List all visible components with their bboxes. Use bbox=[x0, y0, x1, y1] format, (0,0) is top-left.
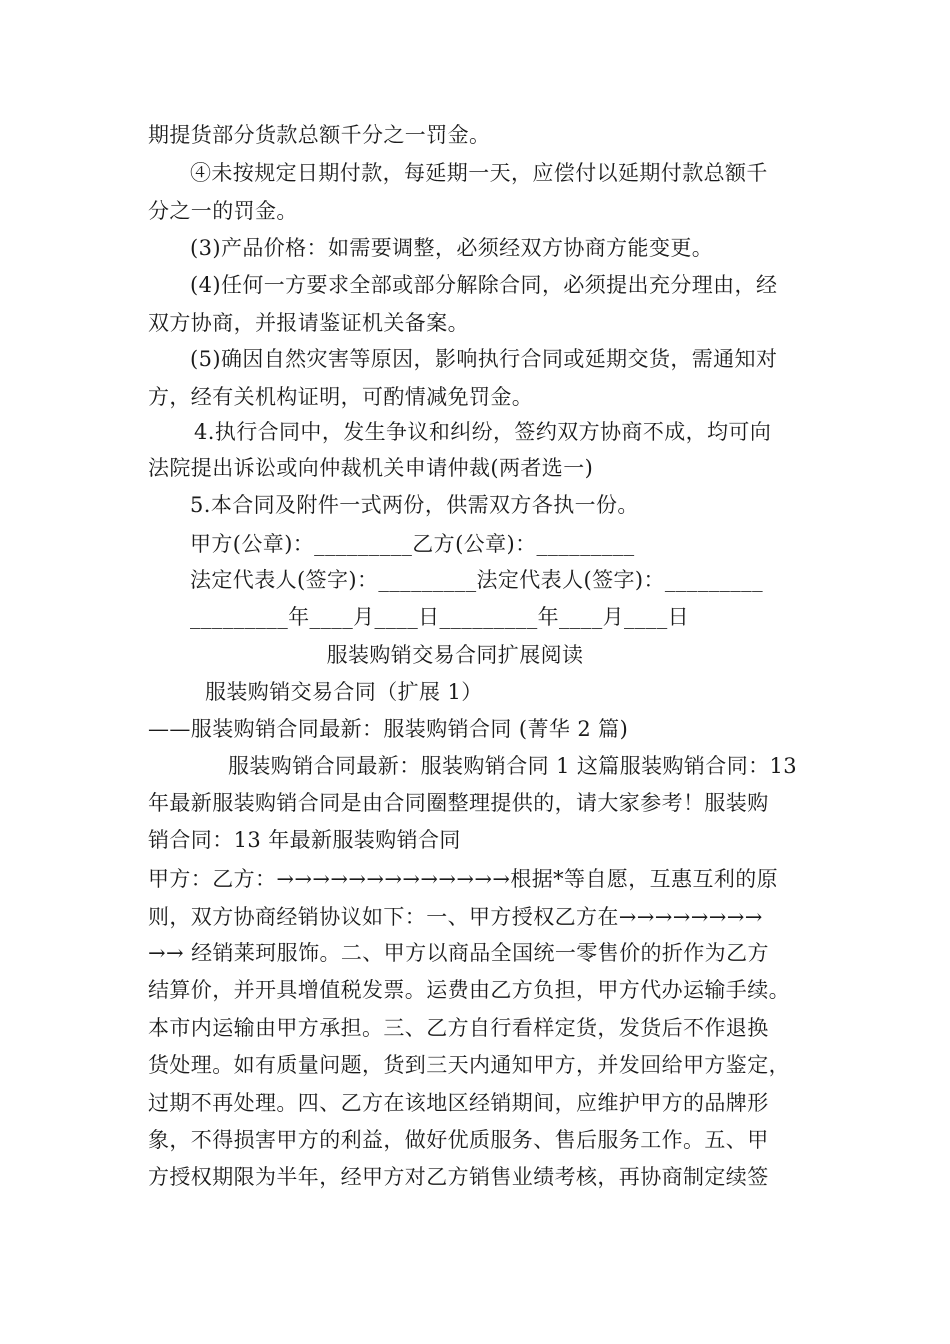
section-heading: ——服装购销合同最新：服装购销合同 (菁华 2 篇) bbox=[148, 717, 629, 741]
text-line: →→ 经销莱珂服饰。二、甲方以商品全国统一零售价的折作为乙方 bbox=[148, 941, 769, 965]
signature-line-representative: 法定代表人(签字)：_________法定代表人(签字)：_________ bbox=[190, 568, 763, 592]
text-line: 方，经有关机构证明，可酌情减免罚金。 bbox=[148, 385, 534, 409]
signature-line-seal: 甲方(公章)：_________乙方(公章)：_________ bbox=[190, 532, 635, 556]
text-line: 甲方：乙方：→→→→→→→→→→→→→根据*等自愿，互惠互利的原 bbox=[148, 867, 779, 891]
text-line: 销合同：13 年最新服装购销合同 bbox=[148, 828, 461, 852]
section-subtitle: 服装购销交易合同（扩展 1） bbox=[205, 680, 483, 704]
text-line: 方授权期限为半年，经甲方对乙方销售业绩考核，再协商制定续签 bbox=[148, 1165, 769, 1189]
text-line: 年最新服装购销合同是由合同圈整理提供的，请大家参考！服装购 bbox=[148, 791, 769, 815]
text-line: 期提货部分货款总额千分之一罚金。 bbox=[148, 123, 491, 147]
text-line: 过期不再处理。四、乙方在该地区经销期间，应维护甲方的品牌形 bbox=[148, 1091, 769, 1115]
text-line: 4.执行合同中，发生争议和纠纷，签约双方协商不成，均可向 bbox=[194, 420, 772, 444]
text-line: 法院提出诉讼或向仲裁机关申请仲裁(两者选一) bbox=[148, 456, 594, 480]
text-line: 5.本合同及附件一式两份，供需双方各执一份。 bbox=[190, 493, 639, 517]
text-line: (4)任何一方要求全部或部分解除合同，必须提出充分理由，经 bbox=[190, 273, 778, 297]
text-line: 结算价，并开具增值税发票。运费由乙方负担，甲方代办运输手续。 bbox=[148, 978, 790, 1002]
section-title: 服装购销交易合同扩展阅读 bbox=[326, 643, 584, 667]
text-line: 服装购销合同最新：服装购销合同 1 这篇服装购销合同：13 bbox=[228, 754, 798, 778]
text-line: ④未按规定日期付款，每延期一天，应偿付以延期付款总额千 bbox=[190, 161, 768, 185]
text-line: (5)确因自然灾害等原因，影响执行合同或延期交货，需通知对 bbox=[190, 347, 778, 371]
text-line: 双方协商，并报请鉴证机关备案。 bbox=[148, 311, 469, 335]
text-line: 货处理。如有质量问题，货到三天内通知甲方，并发回给甲方鉴定， bbox=[148, 1053, 790, 1077]
text-line: 则，双方协商经销协议如下：一、甲方授权乙方在→→→→→→→→ bbox=[148, 905, 763, 929]
text-line: 本市内运输由甲方承担。三、乙方自行看样定货，发货后不作退换 bbox=[148, 1016, 769, 1040]
text-line: 象，不得损害甲方的利益，做好优质服务、售后服务工作。五、甲 bbox=[148, 1128, 769, 1152]
signature-line-date: _________年____月____日_________年____月____日 bbox=[190, 605, 689, 629]
text-line: (3)产品价格：如需要调整，必须经双方协商方能变更。 bbox=[190, 236, 714, 260]
text-line: 分之一的罚金。 bbox=[148, 199, 298, 223]
